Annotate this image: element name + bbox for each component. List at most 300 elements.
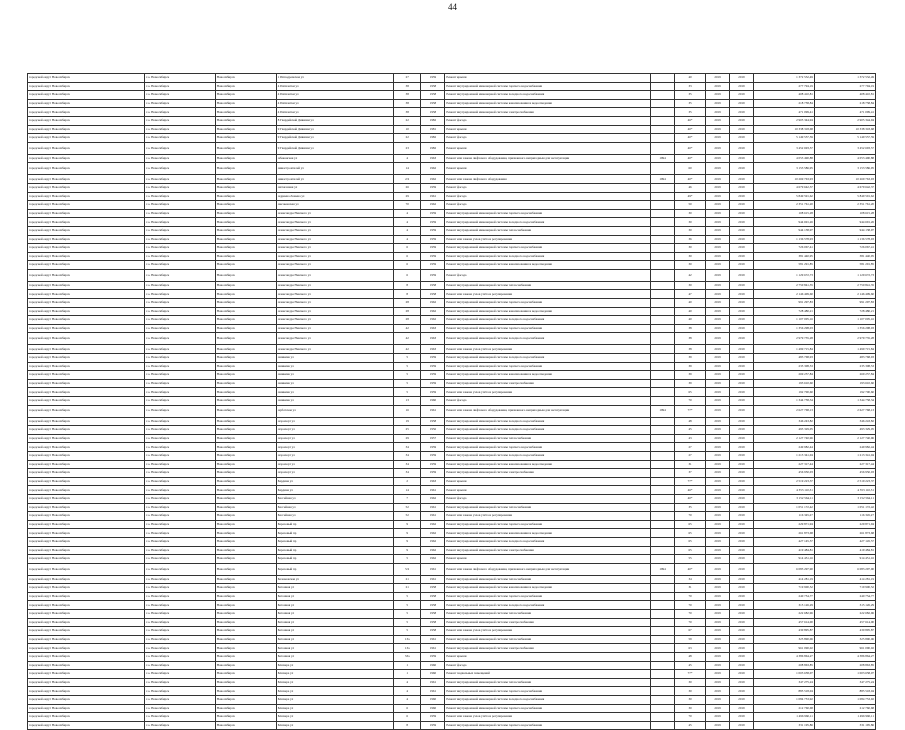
street-cell: Бетонная ул	[276, 644, 393, 653]
city-district-cell: г.о. Новосибирск	[145, 175, 216, 184]
table-row	[28, 704, 876, 713]
street-cell: Александра Невского ул	[276, 307, 393, 316]
cost-cell: 10 269 763,93	[753, 175, 814, 184]
cost-cell: 944 138,97	[753, 226, 814, 235]
build-year-cell: 1958	[421, 592, 445, 601]
table-row	[28, 529, 876, 538]
page-number: 44	[448, 2, 457, 12]
total-cost-cell: 1 107 005,16	[814, 316, 875, 325]
municipality-cell: городской округ Новосибирск	[28, 108, 145, 117]
build-year-cell: 1962	[421, 307, 445, 316]
table-row	[28, 713, 876, 722]
total-cost-cell: 430 895,87	[814, 627, 875, 636]
municipality-cell: городской округ Новосибирск	[28, 299, 145, 308]
cost-cell: 240 754,77	[753, 592, 814, 601]
end-year-cell: 2019	[729, 183, 753, 192]
cost-cell: 3 153 586,95	[753, 163, 814, 175]
work-type-cell: Ремонт внутридомовой инженерной системы холодного водоснабжения	[445, 316, 651, 325]
total-cost-cell: 944 691,26	[814, 218, 875, 227]
start-year-cell: 2019	[706, 354, 730, 363]
lift-year-cell	[651, 601, 675, 610]
table-row	[28, 354, 876, 363]
house-number-cell: 38	[393, 91, 421, 100]
lift-year-cell	[651, 362, 675, 371]
lift-year-cell	[651, 82, 675, 91]
end-year-cell: 2019	[729, 644, 753, 653]
table-row	[28, 512, 876, 521]
street-cell: 9 Гвардейской Дивизии ул	[276, 142, 393, 154]
settlement-cell: Новосибирск	[215, 713, 276, 722]
municipality-cell: городской округ Новосибирск	[28, 307, 145, 316]
lift-year-cell	[651, 460, 675, 469]
cost-cell: 456 950,03	[753, 469, 814, 478]
wear-cell: 49*	[674, 192, 705, 201]
work-type-cell: Ремонт фасада	[445, 661, 651, 670]
total-cost-cell: 581 291,85	[814, 261, 875, 270]
settlement-cell: Новосибирск	[215, 653, 276, 662]
wear-cell: 35	[674, 99, 705, 108]
total-cost-cell: 6 083 297,90	[814, 563, 875, 575]
city-district-cell: г.о. Новосибирск	[145, 333, 216, 345]
work-type-cell: Ремонт внутридомовой инженерной системы холодного водоснабжения	[445, 333, 651, 345]
cost-cell: 2 146 409,60	[753, 290, 814, 299]
city-district-cell: г.о. Новосибирск	[145, 99, 216, 108]
city-district-cell: г.о. Новосибирск	[145, 529, 216, 538]
work-type-cell: Ремонт фасада	[445, 134, 651, 143]
municipality-cell: городской округ Новосибирск	[28, 116, 145, 125]
city-district-cell: г.о. Новосибирск	[145, 405, 216, 417]
build-year-cell: 1959	[421, 713, 445, 722]
end-year-cell: 2019	[729, 627, 753, 636]
build-year-cell: 1962	[421, 529, 445, 538]
lift-year-cell	[651, 678, 675, 687]
start-year-cell: 2019	[706, 443, 730, 452]
table-row	[28, 125, 876, 134]
settlement-cell: Новосибирск	[215, 405, 276, 417]
municipality-cell: городской округ Новосибирск	[28, 610, 145, 619]
end-year-cell: 2019	[729, 696, 753, 705]
wear-cell: 30	[674, 261, 705, 270]
house-number-cell: 6	[393, 704, 421, 713]
work-type-cell: Ремонт или замена узлов учёта и регулирования	[445, 512, 651, 521]
city-district-cell: г.о. Новосибирск	[145, 584, 216, 593]
street-cell: Авиастроителей ул	[276, 175, 393, 184]
municipality-cell: городской округ Новосибирск	[28, 678, 145, 687]
table-row	[28, 192, 876, 201]
build-year-cell: 1959	[421, 269, 445, 281]
house-number-cell: 5	[393, 555, 421, 564]
city-district-cell: г.о. Новосибирск	[145, 371, 216, 380]
municipality-cell: городской округ Новосибирск	[28, 443, 145, 452]
total-cost-cell: 483 768,93	[814, 354, 875, 363]
cost-cell: 944 691,26	[753, 218, 814, 227]
start-year-cell: 2019	[706, 379, 730, 388]
build-year-cell: 1961	[421, 575, 445, 584]
build-year-cell: 1960	[421, 397, 445, 406]
municipality-cell: городской округ Новосибирск	[28, 142, 145, 154]
work-type-cell: Ремонт внутридомовой инженерной системы холодного водоснабжения	[445, 537, 651, 546]
lift-year-cell	[651, 644, 675, 653]
build-year-cell: 1959	[421, 74, 445, 83]
settlement-cell: Новосибирск	[215, 142, 276, 154]
total-cost-cell: 325 890,06	[814, 635, 875, 644]
cost-cell: 1 129 672,73	[753, 269, 814, 281]
total-cost-cell: 3 153 586,95	[814, 163, 875, 175]
house-number-cell: 4	[393, 696, 421, 705]
city-district-cell: г.о. Новосибирск	[145, 555, 216, 564]
city-district-cell: г.о. Новосибирск	[145, 183, 216, 192]
municipality-cell: городской округ Новосибирск	[28, 713, 145, 722]
cost-cell: 427 145,57	[753, 537, 814, 546]
wear-cell: 70	[674, 618, 705, 627]
lift-year-cell	[651, 192, 675, 201]
settlement-cell: Новосибирск	[215, 644, 276, 653]
table-row	[28, 477, 876, 486]
street-cell: Аэропорт ул	[276, 426, 393, 435]
house-number-cell: 38	[393, 82, 421, 91]
municipality-cell: городской округ Новосибирск	[28, 125, 145, 134]
house-number-cell: 25	[393, 426, 421, 435]
cost-cell: 1 344 758,34	[753, 397, 814, 406]
city-district-cell: г.о. Новосибирск	[145, 281, 216, 290]
total-cost-cell: 719 900,52	[814, 584, 875, 593]
total-cost-cell: 346 243,82	[814, 417, 875, 426]
cost-cell: 961 090,02	[753, 644, 814, 653]
settlement-cell: Новосибирск	[215, 503, 276, 512]
wear-cell: 47	[674, 290, 705, 299]
settlement-cell: Новосибирск	[215, 443, 276, 452]
wear-cell: 30	[674, 678, 705, 687]
end-year-cell: 2019	[729, 290, 753, 299]
city-district-cell: г.о. Новосибирск	[145, 477, 216, 486]
lift-year-cell	[651, 316, 675, 325]
municipality-cell: городской округ Новосибирск	[28, 345, 145, 354]
start-year-cell: 2019	[706, 333, 730, 345]
total-cost-cell: 2 750 841,35	[814, 281, 875, 290]
table-row	[28, 324, 876, 333]
lift-year-cell	[651, 379, 675, 388]
house-number-cell: 5	[393, 627, 421, 636]
work-type-cell: Ремонт или замена лифтового оборудования, признанного непригодным для эксплуатации	[445, 154, 651, 163]
municipality-cell: городской округ Новосибирск	[28, 687, 145, 696]
start-year-cell: 2019	[706, 371, 730, 380]
house-number-cell: 4	[393, 154, 421, 163]
municipality-cell: городской округ Новосибирск	[28, 434, 145, 443]
settlement-cell: Новосибирск	[215, 371, 276, 380]
table-row	[28, 154, 876, 163]
wear-cell: 31	[674, 460, 705, 469]
table-row	[28, 99, 876, 108]
municipality-cell: городской округ Новосибирск	[28, 670, 145, 679]
total-cost-cell: 261 873,68	[814, 529, 875, 538]
total-cost-cell: 4 386 864,27	[814, 653, 875, 662]
city-district-cell: г.о. Новосибирск	[145, 388, 216, 397]
end-year-cell: 2019	[729, 316, 753, 325]
work-type-cell: Ремонт внутридомовой инженерной системы электроснабжения	[445, 108, 651, 117]
end-year-cell: 2019	[729, 601, 753, 610]
settlement-cell: Новосибирск	[215, 417, 276, 426]
city-district-cell: г.о. Новосибирск	[145, 678, 216, 687]
start-year-cell: 2019	[706, 563, 730, 575]
total-cost-cell: 208 863,85	[814, 661, 875, 670]
total-cost-cell: 331 195,86	[814, 721, 875, 730]
lift-year-cell	[651, 546, 675, 555]
work-type-cell: Ремонт внутридомовой инженерной системы горячего водоснабжения	[445, 244, 651, 253]
settlement-cell: Новосибирск	[215, 362, 276, 371]
end-year-cell: 2019	[729, 451, 753, 460]
lift-year-cell: 1994	[651, 563, 675, 575]
build-year-cell: 1963	[421, 154, 445, 163]
table-row	[28, 299, 876, 308]
wear-cell: 30	[674, 696, 705, 705]
municipality-cell: городской округ Новосибирск	[28, 584, 145, 593]
city-district-cell: г.о. Новосибирск	[145, 670, 216, 679]
house-number-cell: 70	[393, 201, 421, 210]
lift-year-cell	[651, 299, 675, 308]
wear-cell: 43	[674, 434, 705, 443]
lift-year-cell	[651, 290, 675, 299]
city-district-cell: г.о. Новосибирск	[145, 520, 216, 529]
start-year-cell: 2019	[706, 218, 730, 227]
house-number-cell: 34	[393, 451, 421, 460]
lift-year-cell	[651, 555, 675, 564]
settlement-cell: Новосибирск	[215, 555, 276, 564]
street-cell: Аэропорт ул	[276, 434, 393, 443]
city-district-cell: г.о. Новосибирск	[145, 354, 216, 363]
cost-cell: 5 149 557,59	[753, 134, 814, 143]
street-cell: 9 Гвардейской Дивизии ул	[276, 134, 393, 143]
work-type-cell: Ремонт внутридомовой инженерной системы теплоснабжения	[445, 635, 651, 644]
table-row	[28, 601, 876, 610]
street-cell: Александра Невского ул	[276, 235, 393, 244]
end-year-cell: 2019	[729, 324, 753, 333]
build-year-cell: 1959	[421, 469, 445, 478]
work-type-cell: Ремонт внутридомовой инженерной системы холодного водоснабжения	[445, 696, 651, 705]
city-district-cell: г.о. Новосибирск	[145, 443, 216, 452]
street-cell: Александра Невского ул	[276, 226, 393, 235]
start-year-cell: 2019	[706, 704, 730, 713]
city-district-cell: г.о. Новосибирск	[145, 244, 216, 253]
start-year-cell: 2019	[706, 503, 730, 512]
wear-cell: 30	[674, 226, 705, 235]
work-type-cell: Ремонт внутридомовой инженерной системы электроснабжения	[445, 644, 651, 653]
build-year-cell: 1961	[421, 635, 445, 644]
build-year-cell: 1960	[421, 670, 445, 679]
street-cell: Блюхера ул	[276, 678, 393, 687]
cost-cell: 116 345,27	[753, 512, 814, 521]
house-number-cell: 14	[393, 486, 421, 495]
table-row	[28, 494, 876, 503]
build-year-cell: 1958	[421, 108, 445, 117]
cost-cell: 1 051 172,42	[753, 503, 814, 512]
work-type-cell: Ремонт внутридомовой инженерной системы горячего водоснабжения	[445, 209, 651, 218]
city-district-cell: г.о. Новосибирск	[145, 644, 216, 653]
start-year-cell: 2019	[706, 345, 730, 354]
house-number-cell: 52	[393, 503, 421, 512]
municipality-cell: городской округ Новосибирск	[28, 537, 145, 546]
street-cell: Беловежская ул	[276, 575, 393, 584]
work-type-cell: Ремонт внутридомовой инженерной системы горячего водоснабжения	[445, 324, 651, 333]
wear-cell: 70	[674, 713, 705, 722]
lift-year-cell	[651, 142, 675, 154]
work-type-cell: Ремонт внутридомовой инженерной системы канализования и водоотведения	[445, 460, 651, 469]
wear-cell: 39	[674, 354, 705, 363]
end-year-cell: 2019	[729, 99, 753, 108]
work-type-cell: Ремонт крыши	[445, 74, 651, 83]
work-type-cell: Ремонт внутридомовой инженерной системы горячего водоснабжения	[445, 299, 651, 308]
total-cost-cell: 1 499 715,84	[814, 345, 875, 354]
city-district-cell: г.о. Новосибирск	[145, 299, 216, 308]
cost-cell: 222 682,96	[753, 610, 814, 619]
work-type-cell: Ремонт крыши	[445, 163, 651, 175]
city-district-cell: г.о. Новосибирск	[145, 345, 216, 354]
municipality-cell: городской округ Новосибирск	[28, 555, 145, 564]
street-cell: Аникина ул	[276, 397, 393, 406]
table-row	[28, 218, 876, 227]
street-cell: Блюхера ул	[276, 661, 393, 670]
house-number-cell: 8	[393, 290, 421, 299]
start-year-cell: 2019	[706, 82, 730, 91]
municipality-cell: городской округ Новосибирск	[28, 546, 145, 555]
total-cost-cell: 2 979 735,28	[814, 333, 875, 345]
total-cost-cell: 347 275,24	[814, 678, 875, 687]
municipality-cell: городской округ Новосибирск	[28, 661, 145, 670]
work-type-cell: Ремонт внутридомовой инженерной системы электроснабжения	[445, 546, 651, 555]
wear-cell: 46*	[674, 116, 705, 125]
wear-cell: 65	[674, 537, 705, 546]
wear-cell: 39	[674, 362, 705, 371]
table-row	[28, 575, 876, 584]
lift-year-cell	[651, 434, 675, 443]
work-type-cell: Ремонт внутридомовой инженерной системы холодного водоснабжения	[445, 426, 651, 435]
work-type-cell: Ремонт внутридомовой инженерной системы горячего водоснабжения	[445, 520, 651, 529]
cost-cell: 249 982,44	[753, 443, 814, 452]
table-row	[28, 345, 876, 354]
house-number-cell: 52	[393, 512, 421, 521]
house-number-cell: 29	[393, 434, 421, 443]
lift-year-cell	[651, 653, 675, 662]
house-number-cell: 1	[393, 661, 421, 670]
city-district-cell: г.о. Новосибирск	[145, 512, 216, 521]
cost-cell: 1 084 753,92	[753, 696, 814, 705]
start-year-cell: 2019	[706, 163, 730, 175]
total-cost-cell: 1 496 960,11	[814, 713, 875, 722]
city-district-cell: г.о. Новосибирск	[145, 469, 216, 478]
end-year-cell: 2019	[729, 108, 753, 117]
house-number-cell: 13а	[393, 635, 421, 644]
total-cost-cell: 4 353 110,31	[814, 486, 875, 495]
start-year-cell: 2019	[706, 244, 730, 253]
city-district-cell: г.о. Новосибирск	[145, 108, 216, 117]
lift-year-cell	[651, 584, 675, 593]
wear-cell: 40*	[674, 563, 705, 575]
wear-cell: 30	[674, 281, 705, 290]
house-number-cell: 13	[393, 397, 421, 406]
settlement-cell: Новосибирск	[215, 494, 276, 503]
lift-year-cell	[651, 209, 675, 218]
city-district-cell: г.о. Новосибирск	[145, 397, 216, 406]
settlement-cell: Новосибирск	[215, 209, 276, 218]
total-cost-cell: 3 152 564,11	[814, 494, 875, 503]
table-row	[28, 183, 876, 192]
lift-year-cell	[651, 333, 675, 345]
end-year-cell: 2019	[729, 261, 753, 270]
wear-cell: 38	[674, 345, 705, 354]
build-year-cell: 1959	[421, 460, 445, 469]
wear-cell: 59	[674, 635, 705, 644]
register-table	[27, 73, 876, 730]
municipality-cell: городской округ Новосибирск	[28, 183, 145, 192]
cost-cell: 2 627 768,13	[753, 405, 814, 417]
table-row	[28, 434, 876, 443]
municipality-cell: городской округ Новосибирск	[28, 379, 145, 388]
settlement-cell: Новосибирск	[215, 154, 276, 163]
build-year-cell: 1959	[421, 354, 445, 363]
build-year-cell: 1963	[421, 324, 445, 333]
total-cost-cell: 229 871,94	[814, 520, 875, 529]
start-year-cell: 2019	[706, 134, 730, 143]
street-cell: Аэропорт ул	[276, 417, 393, 426]
build-year-cell: 1962	[421, 299, 445, 308]
settlement-cell: Новосибирск	[215, 584, 276, 593]
build-year-cell: 1960	[421, 661, 445, 670]
end-year-cell: 2019	[729, 687, 753, 696]
build-year-cell: 1963	[421, 333, 445, 345]
house-number-cell: 5	[393, 610, 421, 619]
table-row	[28, 134, 876, 143]
wear-cell: 39	[674, 371, 705, 380]
house-number-cell: 1	[393, 670, 421, 679]
street-cell: Аэропорт ул	[276, 451, 393, 460]
table-row	[28, 116, 876, 125]
city-district-cell: г.о. Новосибирск	[145, 154, 216, 163]
build-year-cell: 1958	[421, 99, 445, 108]
city-district-cell: г.о. Новосибирск	[145, 163, 216, 175]
work-type-cell: Ремонт крыши	[445, 142, 651, 154]
end-year-cell: 2019	[729, 555, 753, 564]
total-cost-cell: 2 351 761,20	[814, 201, 875, 210]
build-year-cell: 1959	[421, 183, 445, 192]
build-year-cell: 1982	[421, 116, 445, 125]
start-year-cell: 2019	[706, 142, 730, 154]
settlement-cell: Новосибирск	[215, 333, 276, 345]
work-type-cell: Ремонт внутридомовой инженерной системы электроснабжения	[445, 379, 651, 388]
municipality-cell: городской округ Новосибирск	[28, 290, 145, 299]
wear-cell: 77*	[674, 477, 705, 486]
lift-year-cell	[651, 74, 675, 83]
house-number-cell: 2/2	[393, 175, 421, 184]
settlement-cell: Новосибирск	[215, 244, 276, 253]
city-district-cell: г.о. Новосибирск	[145, 704, 216, 713]
street-cell: Аникина ул	[276, 371, 393, 380]
end-year-cell: 2019	[729, 520, 753, 529]
street-cell: Адриена Лежена ул	[276, 192, 393, 201]
settlement-cell: Новосибирск	[215, 601, 276, 610]
work-type-cell: Ремонт крыши	[445, 486, 651, 495]
city-district-cell: г.о. Новосибирск	[145, 316, 216, 325]
work-type-cell: Ремонт внутридомовой инженерной системы электроснабжения	[445, 618, 651, 627]
start-year-cell: 2019	[706, 252, 730, 261]
settlement-cell: Новосибирск	[215, 610, 276, 619]
settlement-cell: Новосибирск	[215, 345, 276, 354]
build-year-cell: 1962	[421, 520, 445, 529]
settlement-cell: Новосибирск	[215, 426, 276, 435]
total-cost-cell: 1 129 672,73	[814, 269, 875, 281]
municipality-cell: городской округ Новосибирск	[28, 226, 145, 235]
wear-cell: 40	[674, 307, 705, 316]
table-row	[28, 687, 876, 696]
house-number-cell: 6	[393, 261, 421, 270]
